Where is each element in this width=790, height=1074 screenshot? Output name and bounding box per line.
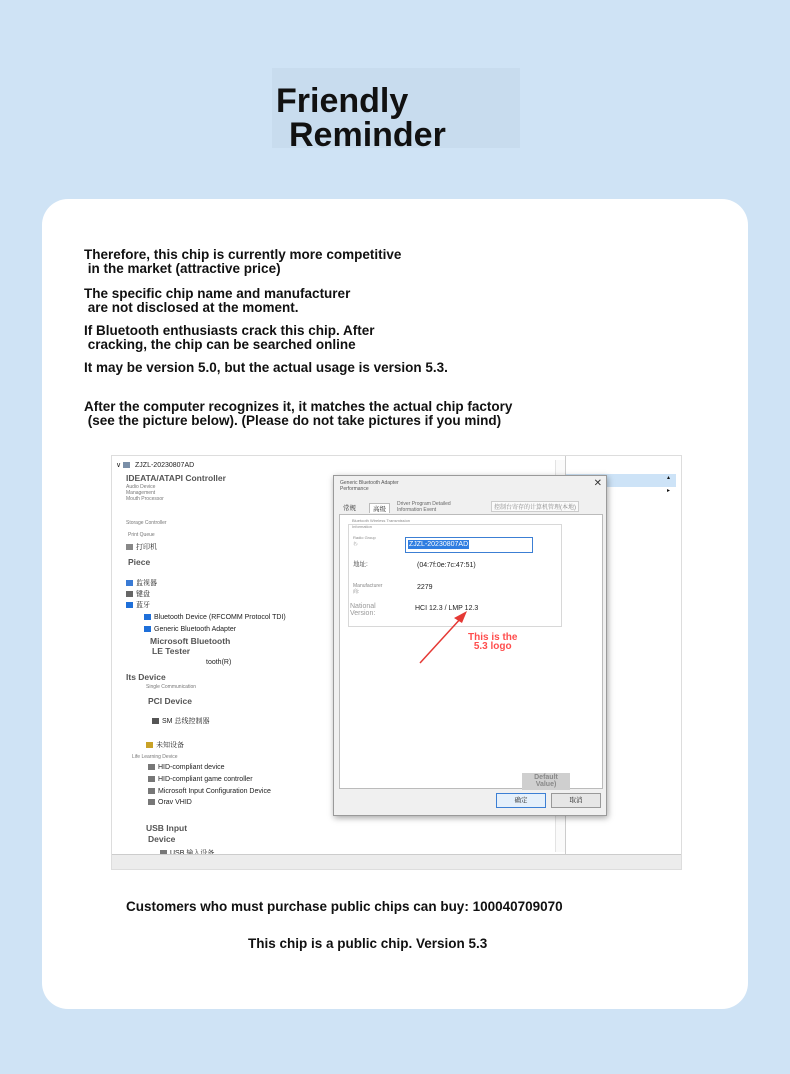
tree-item-label: Management xyxy=(126,490,156,496)
tree-item-label: HID-compliant game controller xyxy=(158,776,253,783)
address-label: 地址: xyxy=(353,561,368,568)
paragraph-recognize: After the computer recognizes it, it matches the actual chip factory (see the picture below). (Please do not take pictures if you mind) xyxy=(84,399,513,428)
section-label: Bluetooth Wireless Transmission Information xyxy=(352,518,411,529)
tree-item[interactable] xyxy=(148,776,253,783)
tree-root: ∨ ZJZL-20230807AD xyxy=(116,462,195,469)
device-icon xyxy=(126,544,133,550)
computer-icon xyxy=(123,462,130,468)
tree-item[interactable] xyxy=(152,646,190,656)
annotation-text: This is the 5.3 logo xyxy=(468,632,518,652)
tree-item[interactable] xyxy=(126,542,157,552)
tree-item[interactable] xyxy=(126,600,150,610)
device-icon xyxy=(148,776,155,782)
tree-item[interactable] xyxy=(148,834,175,844)
page-title xyxy=(276,84,446,152)
tree-item[interactable] xyxy=(126,672,166,682)
tree-item-label: tooth(R) xyxy=(206,659,232,666)
tab-panel xyxy=(339,514,603,789)
tree-item-label: Its Device xyxy=(126,672,166,682)
device-icon xyxy=(126,591,133,597)
device-icon xyxy=(148,788,155,794)
title-line-2: Reminder xyxy=(289,116,446,154)
tree-item-label: 未知设备 xyxy=(156,742,184,749)
device-icon xyxy=(126,602,133,608)
ok-button[interactable]: 确定 xyxy=(496,793,546,808)
tree-item[interactable] xyxy=(150,636,230,646)
tree-item-label: Microsoft Bluetooth xyxy=(150,636,231,646)
tree-item[interactable] xyxy=(126,589,150,599)
device-icon xyxy=(144,626,151,632)
annotation-arrow xyxy=(340,515,602,788)
paragraph-name-undisclosed: The specific chip name and manufacturer are not disclosed at the moment. xyxy=(84,286,351,315)
tree-item[interactable] xyxy=(148,764,225,771)
tab-advanced[interactable]: 高级 xyxy=(369,503,390,513)
tree-item-label: Single Communication xyxy=(146,684,197,690)
tree-item-label: Generic Bluetooth Adapter xyxy=(154,626,237,633)
tree-item-label: Storage Controller xyxy=(126,520,167,526)
tab-driver[interactable]: Driver Program Detailed Information Event xyxy=(397,501,451,513)
version-value: HCI 12.3 / LMP 12.3 xyxy=(415,605,479,612)
tree-item[interactable] xyxy=(126,520,167,526)
tree-item-label: 键盘 xyxy=(136,591,150,598)
tree-item[interactable] xyxy=(146,823,187,833)
tree-item-label: PCI Device xyxy=(148,696,192,706)
tree-item-label: 蓝牙 xyxy=(136,602,150,609)
device-manager-screenshot xyxy=(111,455,682,870)
tree-item-label: HID-compliant device xyxy=(158,764,225,771)
tree-item-label: 监视器 xyxy=(136,580,157,587)
tree-item-label: Piece xyxy=(128,557,151,567)
tree-item[interactable] xyxy=(152,716,209,726)
tree-item[interactable] xyxy=(206,659,231,666)
public-chip-note: This chip is a public chip. Version 5.3 xyxy=(248,936,488,951)
device-icon xyxy=(148,799,155,805)
expand-chevron-icon: ∨ xyxy=(116,462,122,469)
tab-general[interactable]: 常规 xyxy=(343,505,356,512)
tree-item[interactable] xyxy=(144,626,236,633)
tree-item[interactable] xyxy=(146,684,196,690)
tree-item-label: Mouth Processor xyxy=(126,496,164,502)
address-value: (04:7f:0e:7c:47:51) xyxy=(417,562,476,569)
title-line-1: Friendly xyxy=(276,82,409,120)
tree-item[interactable] xyxy=(128,557,150,567)
dialog-title: Generic Bluetooth Adapter Performance xyxy=(340,480,399,492)
tree-item[interactable] xyxy=(146,740,184,750)
device-icon xyxy=(144,614,151,620)
paragraph-crack: If Bluetooth enthusiasts crack this chip. After cracking, the chip can be searched online xyxy=(84,323,375,352)
purchase-note: Customers who must purchase public chips can buy: 100040709070 xyxy=(126,899,563,914)
tree-item-label: Audio Device xyxy=(126,484,156,490)
tree-item-label: Orav VHID xyxy=(158,799,192,806)
tree-item[interactable] xyxy=(148,788,271,795)
tree-item-label: Print Queue xyxy=(128,532,155,538)
default-value-button[interactable]: Default Value) xyxy=(522,773,570,790)
device-icon xyxy=(146,742,153,748)
tab-console[interactable]: 控制台寄存的计算机管理(本地) xyxy=(491,501,579,512)
close-icon[interactable]: ✕ xyxy=(593,478,602,489)
tree-item-label: Life Learning Device xyxy=(132,754,178,760)
tree-item-label: SM 总线控制器 xyxy=(162,718,210,725)
tree-item-label: Microsoft Input Configuration Device xyxy=(158,788,271,795)
tree-item[interactable] xyxy=(126,473,226,483)
tree-item[interactable] xyxy=(148,696,192,706)
horizontal-scrollbar[interactable] xyxy=(112,854,681,870)
device-icon xyxy=(126,580,133,586)
device-icon xyxy=(148,764,155,770)
manufacturer-label: Manufacturer 商: xyxy=(353,583,383,595)
cancel-button[interactable]: 取消 xyxy=(551,793,601,808)
tree-item-label: 打印机 xyxy=(136,544,157,551)
version-label: National Version: xyxy=(350,603,376,617)
tree-item[interactable] xyxy=(148,799,192,806)
name-label: Radio Group 名: xyxy=(353,535,376,546)
tree-item-label: LE Tester xyxy=(152,646,191,656)
tree-item-label: USB Input xyxy=(146,823,188,833)
tree-item[interactable] xyxy=(126,496,164,502)
manufacturer-value: 2279 xyxy=(417,584,433,591)
submenu-arrow-icon: ▸ xyxy=(667,488,671,494)
tree-item[interactable] xyxy=(128,532,155,538)
tree-item-label: IDEATA/ATAPI Controller xyxy=(126,473,226,483)
paragraph-version: It may be version 5.0, but the actual usage is version 5.3. xyxy=(84,360,448,375)
radio-name-value: ZJZL-20230807AD xyxy=(409,541,469,548)
tree-item-label: Bluetooth Device (RFCOMM Protocol TDI) xyxy=(154,614,286,621)
properties-dialog xyxy=(333,475,607,816)
tree-item[interactable] xyxy=(132,754,178,760)
tree-item-label: Device xyxy=(148,834,176,844)
tree-item[interactable] xyxy=(126,578,157,588)
paragraph-price: Therefore, this chip is currently more competitive in the market (attractive price) xyxy=(84,247,402,276)
tree-item[interactable] xyxy=(144,614,286,621)
collapse-arrow-icon: ▴ xyxy=(667,475,671,481)
device-icon xyxy=(152,718,159,724)
